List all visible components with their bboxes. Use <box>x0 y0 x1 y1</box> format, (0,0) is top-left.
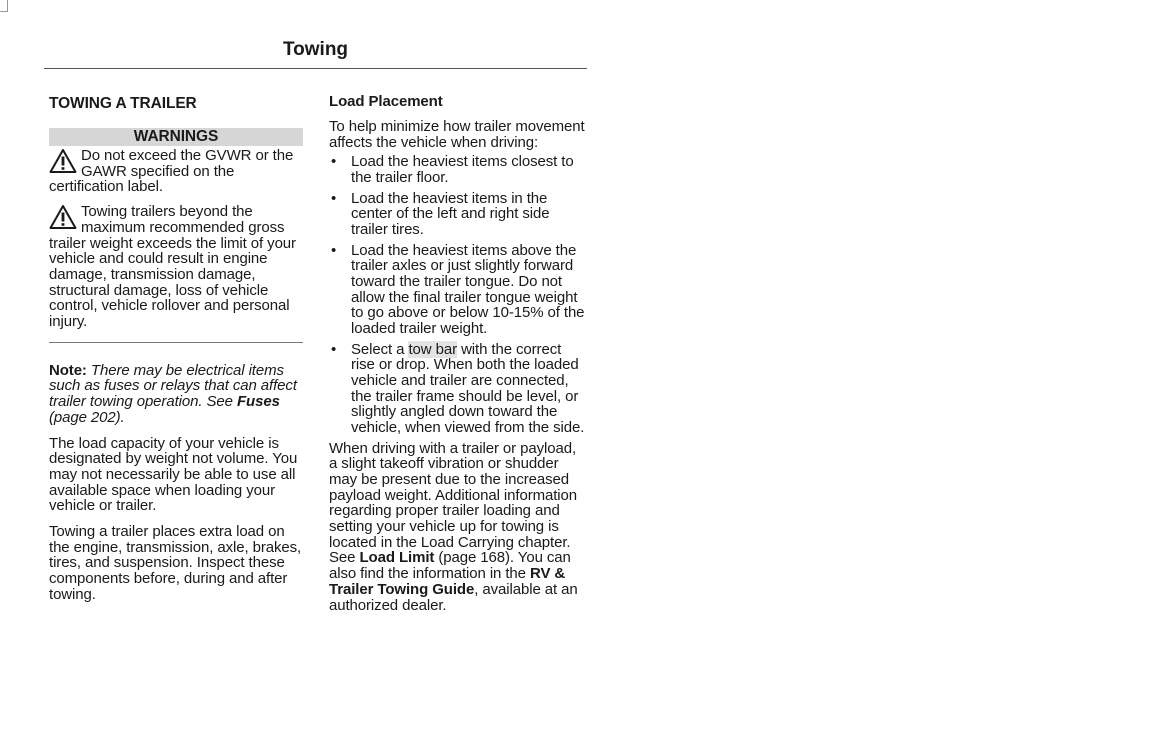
list-item-text: Load the heaviest items above the trailer axles or just slightly forward toward the trailer tongue. Do not allow the final trailer tongue weight to go above or below 10-15% of the loaded trailer weight. <box>351 241 585 338</box>
bullet-icon: • <box>331 189 337 207</box>
highlighted-term: tow bar <box>408 340 457 358</box>
paragraph: Towing a trailer places extra load on the engine, transmission, axle, brakes, tires, and suspension. Inspect these components before, during and after towing. <box>49 523 302 603</box>
page-title: Towing <box>282 39 349 60</box>
warning-item <box>49 148 303 195</box>
warning-triangle-icon <box>49 204 77 230</box>
warnings-divider <box>49 342 303 343</box>
bullet-icon: • <box>331 153 337 171</box>
bullet-icon: • <box>331 340 337 358</box>
page-corner-mark <box>0 0 8 12</box>
title-divider <box>44 68 587 69</box>
bullet-icon: • <box>331 241 337 259</box>
warning-item <box>49 204 303 330</box>
list-item-text: Load the heaviest items in the center of the left and right side trailer tires. <box>351 189 550 239</box>
left-column <box>49 92 303 603</box>
warning-text: Do not exceed the GVWR or the GAWR specified on the certification label. <box>49 147 294 196</box>
note-label: Note: <box>49 361 87 379</box>
warning-triangle-icon <box>49 148 77 174</box>
note-page-ref: (page 202). <box>49 408 125 426</box>
closing-text-3: , available at an authorized dealer. <box>329 580 578 614</box>
note <box>49 363 303 426</box>
fuses-link[interactable]: Fuses <box>236 393 280 411</box>
load-placement-heading: Load Placement <box>329 93 443 110</box>
paragraph: The load capacity of your vehicle is designated by weight not volume. You may not necessarily be able to use all available space when loading your vehicle or trailer. <box>49 434 298 515</box>
closing-text-1: When driving with a trailer or payload, a slight takeoff vibration or shudder may be present due to the increased payload weight. Additional information regarding proper trailer loading and setting your vehicle up for towing is located in the Load Carrying chapter. See <box>329 439 578 567</box>
list-item <box>329 191 587 238</box>
list-item <box>329 154 587 185</box>
load-limit-link[interactable]: Load Limit <box>359 549 435 567</box>
list-item <box>329 342 587 436</box>
list-item-text: Load the heaviest items closest to the trailer floor. <box>351 153 574 187</box>
closing-text-2: (page 168). You can also find the information in the <box>329 549 571 583</box>
list-item-text-before: Select a <box>351 340 405 358</box>
intro-paragraph: To help minimize how trailer movement affects the vehicle when driving: <box>329 118 585 151</box>
bullet-list <box>329 154 587 435</box>
right-column <box>329 92 587 613</box>
warnings-header: WARNINGS <box>49 128 303 146</box>
section-heading: TOWING A TRAILER <box>49 95 197 112</box>
list-item <box>329 243 587 337</box>
note-text: There may be electrical items such as fuses or relays that can affect trailer towing operation. See <box>49 361 297 411</box>
closing-paragraph <box>329 441 587 614</box>
towing-guide-link[interactable]: RV & Trailer Towing Guide <box>329 565 566 598</box>
warning-text: Towing trailers beyond the maximum recommended gross trailer weight exceeds the limit of your vehicle and could result in engine damage, transmission damage, structural damage, loss of vehicle control, vehicle rollover and personal injury. <box>49 203 296 331</box>
list-item-text-after: with the correct rise or drop. When both the loaded vehicle and trailer are connected, the trailer frame should be level, or slightly angled down toward the vehicle, when viewed from the side. <box>351 340 585 437</box>
